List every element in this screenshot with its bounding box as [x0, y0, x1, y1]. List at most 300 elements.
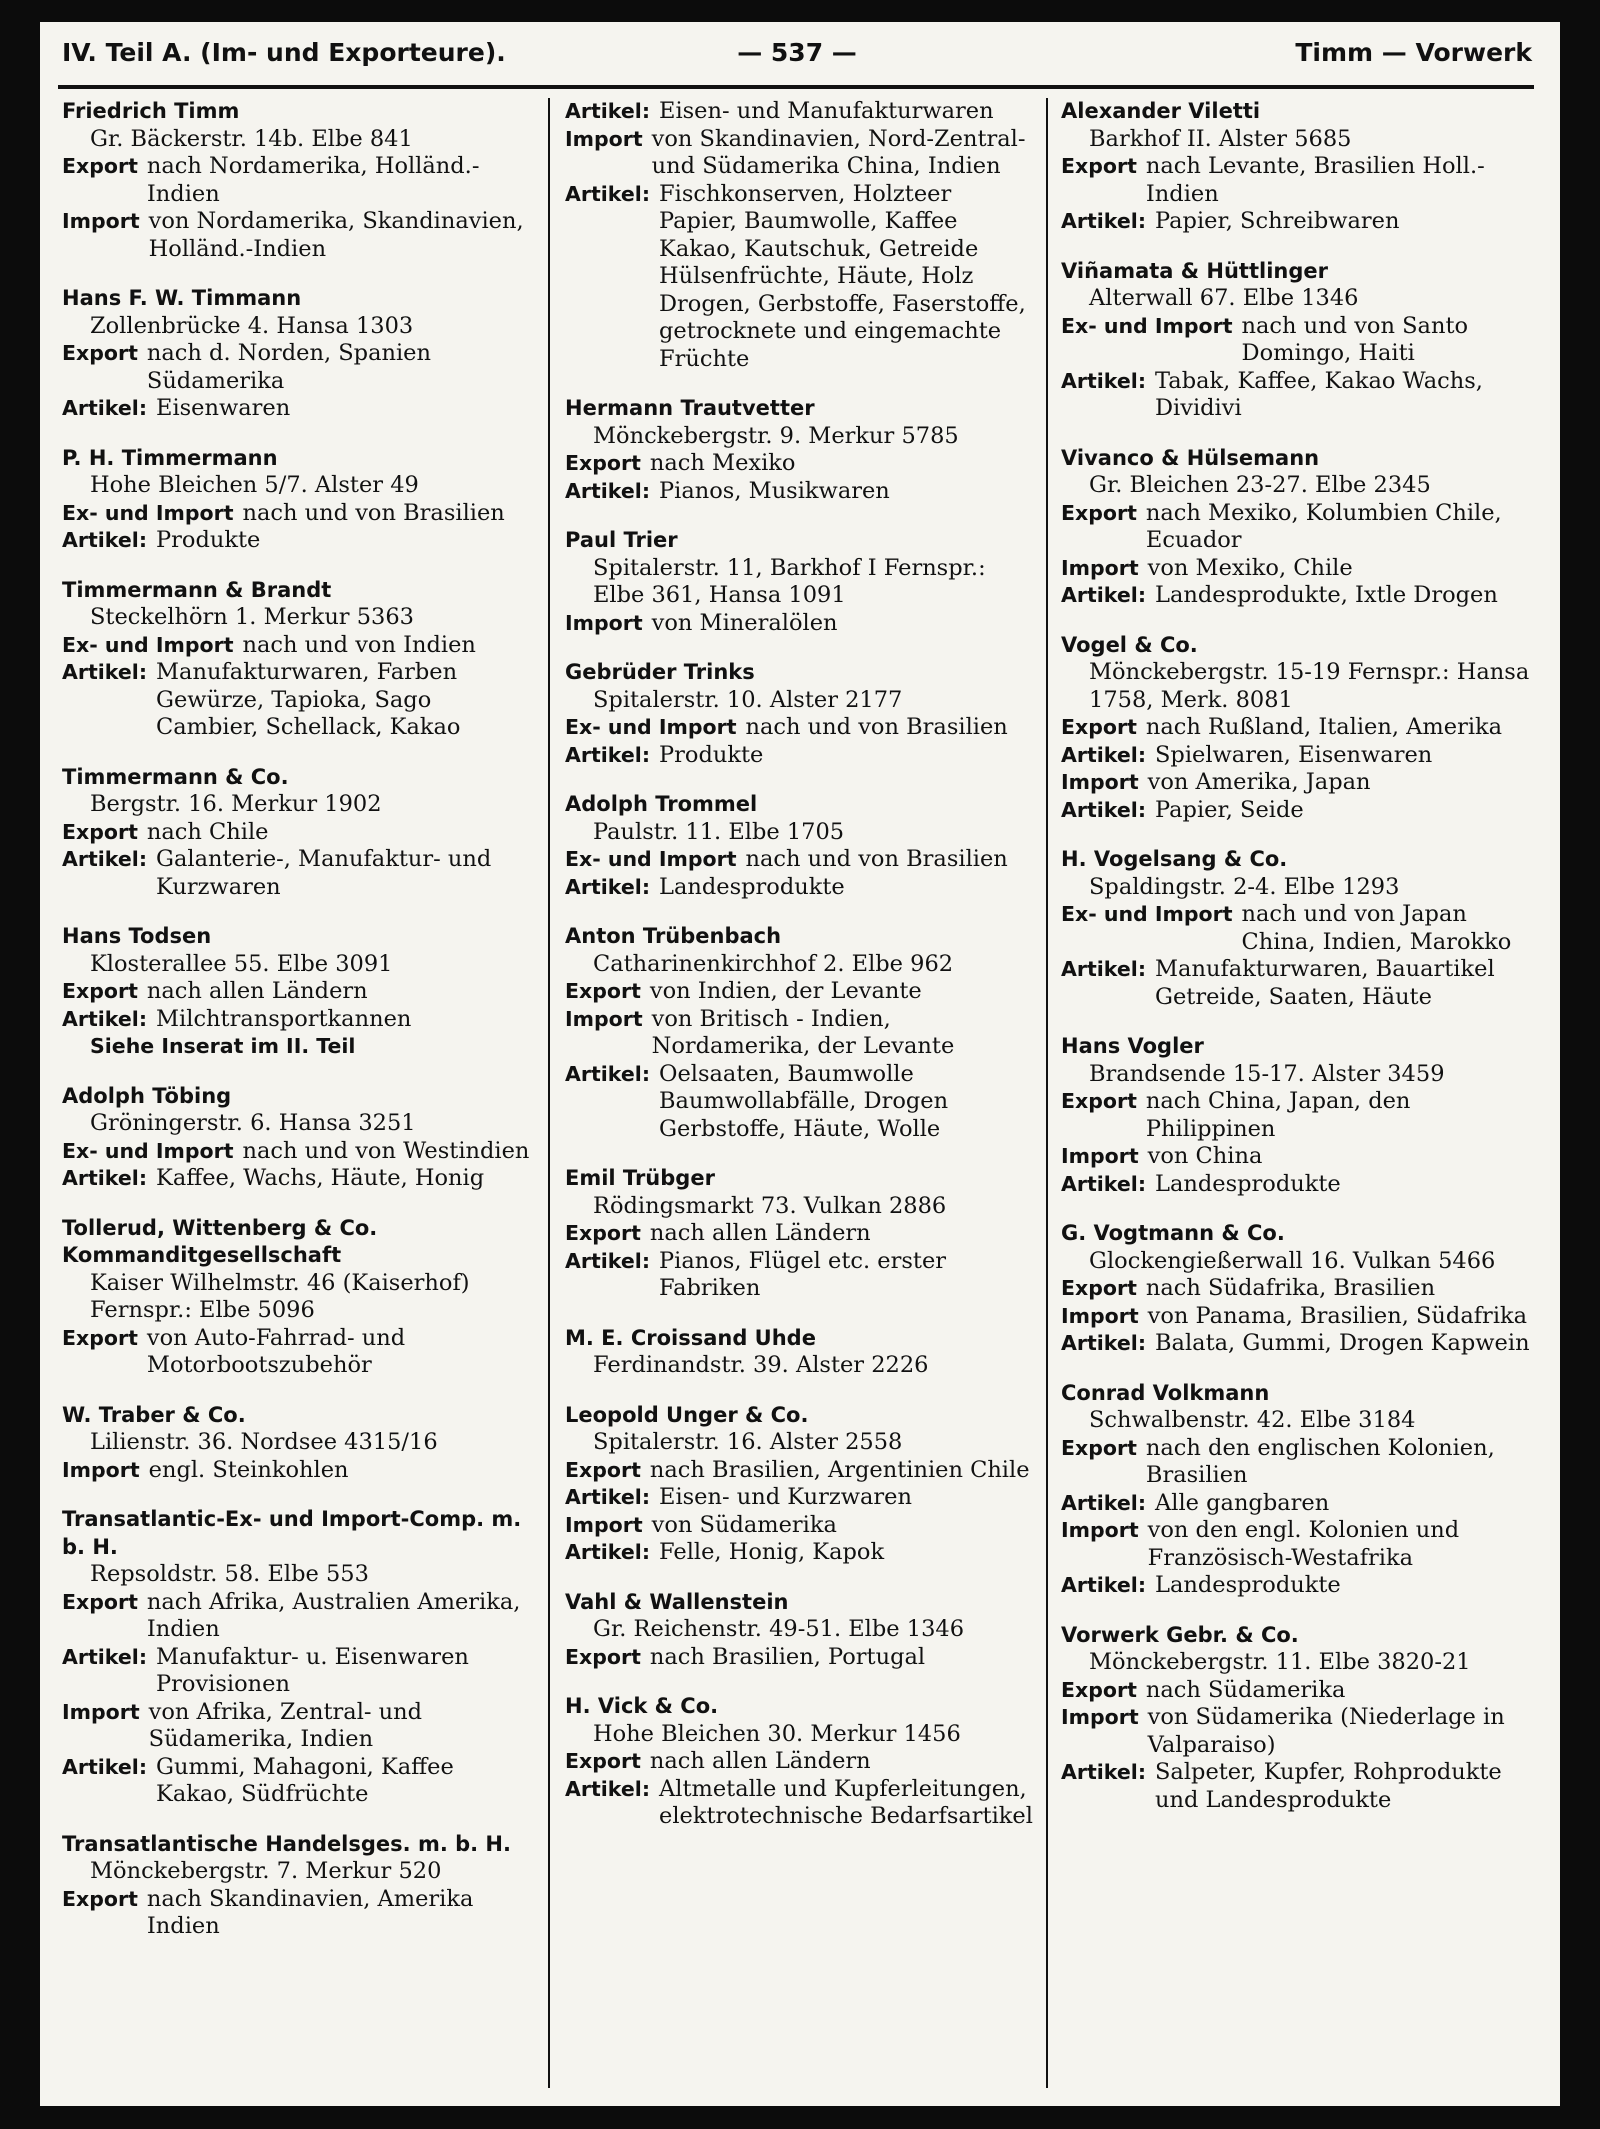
trade-field [62, 1006, 532, 1034]
company-address: Alterwall 67. Elbe 1346 [1089, 285, 1359, 311]
field-text: von Amerika, Japan [1147, 769, 1371, 795]
company-address: Brandsende 15-17. Alster 3459 [1089, 1060, 1445, 1087]
field-label: Artikel: [565, 742, 651, 767]
field-label: Ex- und Import [62, 500, 234, 525]
trade-field [1061, 956, 1531, 1011]
company-name: Vivanco & Hülsemann [1061, 445, 1320, 470]
trade-field [1061, 1517, 1531, 1572]
trade-field [1061, 153, 1531, 208]
trade-field [1061, 1677, 1531, 1705]
company-entry [1061, 1033, 1531, 1198]
trade-field [62, 1589, 532, 1644]
trade-field [62, 1325, 532, 1380]
field-label: Export [565, 1644, 641, 1669]
field-text: nach allen Ländern [146, 978, 368, 1004]
field-label: Export [62, 1325, 138, 1350]
company-address: Gr. Bleichen 23-27. Elbe 2345 [1089, 472, 1431, 498]
trade-field [565, 98, 1035, 126]
trade-field [62, 819, 532, 847]
company-name: W. Traber & Co. [62, 1402, 246, 1427]
company-name: Transatlantische Handelsges. m. b. H. [62, 1831, 511, 1856]
field-text: nach Levante, Brasilien Holl.-Indien [1145, 153, 1485, 207]
field-text: von den engl. Kolonien und Französisch-Westafrika [1147, 1517, 1460, 1571]
field-label: Artikel: [1061, 1331, 1147, 1355]
field-label: Artikel: [565, 99, 651, 123]
field-label: Import [565, 1006, 643, 1031]
field-label: Ex- und Import [565, 847, 737, 871]
field-text: Pianos, Musikwaren [659, 477, 890, 504]
field-text: Landesprodukte [659, 873, 845, 900]
field-text: nach Chile [146, 818, 269, 845]
field-text: Oelsaaten, Baumwolle Baumwollabfälle, Drogen Gerbstoffe, Häute, Wolle [659, 1060, 949, 1142]
field-text: Salpeter, Kupfer, Rohprodukte und Landesprodukte [1155, 1759, 1502, 1813]
field-label: Import [1061, 1144, 1139, 1168]
field-label: Artikel: [62, 528, 148, 552]
trade-field [1061, 208, 1531, 236]
field-text: von Skandinavien, Nord-Zentral- und Südamerika China, Indien [651, 125, 1026, 179]
company-entry [1061, 846, 1531, 1011]
field-label: Artikel: [62, 396, 148, 420]
column-3 [1061, 98, 1531, 1836]
company-address: Spitalerstr. 16. Alster 2558 [593, 1429, 903, 1455]
company-address: Kaiser Wilhelmstr. 46 (Kaiserhof) Fernspr.: Elbe 5096 [90, 1269, 470, 1323]
trade-field [565, 1644, 1035, 1672]
header-rule [58, 85, 1534, 89]
field-label: Export [1061, 715, 1137, 739]
field-label: Export [565, 1457, 641, 1482]
company-name: Gebrüder Trinks [565, 660, 755, 684]
column-divider [1046, 98, 1048, 2088]
field-label: Artikel: [62, 1166, 148, 1190]
company-entry [1061, 632, 1531, 825]
company-entry [62, 923, 532, 1061]
company-entry [1061, 445, 1531, 610]
field-text: nach Brasilien, Portugal [649, 1643, 926, 1670]
company-address: Gr. Reichenstr. 49-51. Elbe 1346 [593, 1616, 965, 1642]
trade-field [565, 1748, 1035, 1776]
field-text: von Nordamerika, Skandinavien, Holländ.-Indien [148, 208, 524, 262]
company-name: Adolph Trommel [565, 792, 758, 816]
trade-field [62, 395, 532, 423]
company-address: Bergstr. 16. Merkur 1902 [90, 791, 382, 817]
company-address: Schwalbenstr. 42. Elbe 3184 [1089, 1407, 1416, 1433]
field-text: nach Nordamerika, Holländ.-Indien [146, 153, 480, 207]
field-label: Import [565, 126, 643, 151]
trade-field [62, 153, 532, 208]
trade-field [62, 500, 532, 528]
trade-field [62, 1457, 532, 1485]
field-label: Import [62, 1457, 140, 1482]
field-label: Import [1061, 555, 1139, 580]
company-entry [565, 1693, 1035, 1831]
field-label: Artikel: [565, 1485, 651, 1509]
trade-field [565, 1776, 1035, 1831]
field-label: Import [1061, 1303, 1139, 1328]
company-entry [565, 1165, 1035, 1303]
field-label: Export [62, 1886, 138, 1911]
field-label: Artikel: [565, 478, 651, 503]
company-entry [565, 923, 1035, 1143]
trade-field [62, 1699, 532, 1754]
field-text: Kaffee, Wachs, Häute, Honig [156, 1165, 485, 1191]
trade-field [565, 1512, 1035, 1540]
field-text: Produkte [659, 741, 764, 768]
field-text: von Britisch - Indien, Nordamerika, der Levante [651, 1005, 955, 1059]
trade-field [565, 1539, 1035, 1567]
field-text: Fischkonserven, Holzteer Papier, Baumwolle, Kaffee Kakao, Kautschuk, Getreide Hülsenfrüchte, Häute, Holz Drogen, Gerbstoffe, Faserstoffe, getrocknete und eingemachte Früchte [659, 180, 1026, 372]
trade-field [62, 1754, 532, 1809]
field-label: Artikel: [62, 660, 148, 684]
trade-field [62, 527, 532, 555]
field-label: Artikel: [62, 1754, 148, 1779]
company-name: Timmermann & Co. [62, 764, 289, 789]
trade-field [62, 1644, 532, 1699]
company-entry [62, 98, 532, 263]
trade-field [565, 181, 1035, 374]
trade-field [62, 340, 532, 395]
company-entry [565, 395, 1035, 505]
running-head: Timm — Vorwerk [1295, 38, 1532, 67]
trade-field [1061, 714, 1531, 742]
company-address: Mönckebergstr. 9. Merkur 5785 [593, 422, 959, 449]
field-text: Spielwaren, Eisenwaren [1155, 741, 1433, 768]
field-text: nach Mexiko, Kolumbien Chile, Ecuador [1145, 499, 1502, 553]
company-name: Vorwerk Gebr. & Co. [1061, 1622, 1299, 1647]
trade-field [1061, 313, 1531, 368]
company-name: Hans Todsen [62, 924, 212, 948]
trade-field [565, 742, 1035, 770]
company-address: Steckelhörn 1. Merkur 5363 [90, 604, 414, 630]
field-label: Artikel: [1061, 1760, 1147, 1784]
field-text: nach Rußland, Italien, Amerika [1145, 714, 1503, 740]
field-text: nach und von Japan China, Indien, Marokko [1241, 901, 1512, 955]
company-address: Mönckebergstr. 15-19 Fernspr.: Hansa 1758, Merk. 8081 [1089, 659, 1530, 713]
field-text: von Auto-Fahrrad- und Motorbootszubehör [146, 1324, 406, 1378]
company-entry [62, 764, 532, 902]
company-entry [565, 1589, 1035, 1672]
field-text: Galanterie-, Manufaktur- und Kurzwaren [156, 846, 492, 900]
field-text: nach und von Brasilien [242, 499, 505, 526]
field-label: Export [1061, 1677, 1137, 1702]
company-name: Hans Vogler [1061, 1034, 1204, 1058]
company-name: Leopold Unger & Co. [565, 1402, 809, 1427]
field-text: Eisenwaren [156, 395, 291, 421]
field-label: Export [62, 1589, 138, 1614]
field-text: nach d. Norden, Spanien Südamerika [146, 340, 431, 394]
company-entry [1061, 1380, 1531, 1600]
field-text: Alle gangbaren [1155, 1489, 1330, 1516]
company-entry [565, 791, 1035, 901]
inserat-note: Siehe Inserat im II. Teil [90, 1034, 356, 1058]
company-entry [565, 1402, 1035, 1567]
company-entry [62, 1083, 532, 1193]
field-label: Import [62, 1699, 140, 1724]
field-text: von Mineralölen [651, 609, 838, 636]
trade-field [565, 126, 1035, 181]
company-name: Timmermann & Brandt [62, 577, 332, 602]
company-address: Mönckebergstr. 11. Elbe 3820-21 [1089, 1649, 1471, 1675]
trade-field [565, 610, 1035, 638]
field-text: von Südamerika [651, 1511, 837, 1538]
field-text: Manufaktur- u. Eisenwaren Provisionen [156, 1643, 469, 1697]
company-address: Barkhof II. Alster 5685 [1089, 125, 1352, 152]
field-text: Papier, Seide [1155, 796, 1304, 823]
company-address: Spaldingstr. 2-4. Elbe 1293 [1089, 873, 1400, 900]
trade-field [1061, 769, 1531, 797]
trade-field [565, 846, 1035, 874]
page-header [62, 38, 1532, 78]
field-label: Artikel: [1061, 583, 1147, 607]
field-text: Eisen- und Kurzwaren [659, 1484, 912, 1510]
field-text: nach Mexiko [649, 450, 796, 476]
trade-field [565, 478, 1035, 506]
company-name: Paul Trier [565, 528, 678, 552]
company-name: Viñamata & Hüttlinger [1061, 258, 1328, 283]
field-text: nach und von Indien [242, 631, 476, 658]
field-text: nach Südafrika, Brasilien [1145, 1275, 1436, 1301]
company-entry [565, 98, 1035, 373]
trade-field [1061, 1275, 1531, 1303]
field-label: Artikel: [1061, 742, 1147, 767]
trade-field [565, 1248, 1035, 1303]
field-label: Artikel: [1061, 209, 1147, 233]
field-label: Ex- und Import [62, 632, 234, 657]
field-text: Papier, Schreibwaren [1155, 208, 1400, 234]
field-text: Balata, Gummi, Drogen Kapwein [1155, 1330, 1530, 1356]
trade-field [1061, 1143, 1531, 1171]
field-text: Eisen- und Manufakturwaren [659, 98, 994, 124]
field-text: nach und von Westindien [242, 1137, 530, 1164]
field-label: Artikel: [62, 847, 148, 871]
trade-field [1061, 1572, 1531, 1600]
field-label: Artikel: [565, 1248, 651, 1273]
field-label: Export [565, 1221, 641, 1245]
company-name: Emil Trübger [565, 1166, 715, 1190]
field-text: von Panama, Brasilien, Südafrika [1147, 1302, 1528, 1329]
field-text: Manufakturwaren, Farben Gewürze, Tapioka, Sago Cambier, Schellack, Kakao [156, 659, 461, 740]
trade-field [1061, 1303, 1531, 1331]
field-text: nach Skandinavien, Amerika Indien [146, 1885, 474, 1939]
field-text: nach Südamerika [1145, 1676, 1346, 1703]
company-address: Catharinenkirchhof 2. Elbe 962 [593, 950, 954, 977]
field-text: Pianos, Flügel etc. erster Fabriken [659, 1247, 947, 1301]
company-address: Gröningerstr. 6. Hansa 3251 [90, 1110, 416, 1136]
company-name: G. Vogtmann & Co. [1061, 1221, 1285, 1245]
field-text: Produkte [156, 527, 261, 553]
field-text: Milchtransportkannen [156, 1005, 412, 1032]
field-label: Import [1061, 770, 1139, 794]
trade-field [1061, 555, 1531, 583]
field-label: Ex- und Import [1061, 902, 1233, 926]
field-text: Landesprodukte [1155, 1572, 1341, 1598]
trade-field [565, 714, 1035, 742]
trade-field [62, 1138, 532, 1166]
directory-page [40, 22, 1560, 2106]
field-text: engl. Steinkohlen [148, 1456, 349, 1483]
trade-field [565, 1484, 1035, 1512]
company-name: Adolph Töbing [62, 1083, 232, 1108]
page-number: — 537 — [737, 38, 857, 67]
company-name: Friedrich Timm [62, 99, 240, 123]
field-label: Export [1061, 1276, 1137, 1300]
company-address: Hohe Bleichen 5/7. Alster 49 [90, 472, 419, 498]
field-text: von Mexiko, Chile [1147, 554, 1353, 581]
field-label: Artikel: [1061, 797, 1147, 822]
trade-field [1061, 742, 1531, 770]
field-label: Artikel: [62, 1006, 148, 1031]
field-label: Import [1061, 1705, 1139, 1729]
field-label: Artikel: [565, 181, 651, 206]
field-label: Ex- und Import [565, 715, 737, 739]
trade-field [1061, 1759, 1531, 1814]
field-label: Import [565, 610, 643, 635]
field-label: Artikel: [565, 874, 651, 899]
field-label: Import [565, 1512, 643, 1537]
company-name: M. E. Croissand Uhde [565, 1325, 816, 1350]
field-text: Tabak, Kaffee, Kakao Wachs, Dividivi [1155, 367, 1483, 421]
section-title: IV. Teil A. (Im- und Exporteure). [62, 38, 506, 67]
column-2 [565, 98, 1035, 1853]
field-text: nach und von Santo Domingo, Haiti [1241, 312, 1469, 366]
field-text: nach und von Brasilien [745, 714, 1008, 740]
company-address: Hohe Bleichen 30. Merkur 1456 [593, 1720, 961, 1747]
company-entry [1061, 258, 1531, 423]
company-address: Lilienstr. 36. Nordsee 4315/16 [90, 1429, 438, 1455]
company-entry [62, 1506, 532, 1809]
trade-field [1061, 797, 1531, 825]
company-name: Conrad Volkmann [1061, 1380, 1270, 1405]
field-text: von Indien, der Levante [649, 978, 922, 1004]
trade-field [1061, 582, 1531, 610]
company-address: Paulstr. 11. Elbe 1705 [593, 818, 845, 845]
company-address: Mönckebergstr. 7. Merkur 520 [90, 1858, 442, 1884]
trade-field [62, 1165, 532, 1193]
trade-field [565, 1457, 1035, 1485]
column-divider [548, 98, 550, 2088]
company-name: P. H. Timmermann [62, 445, 278, 470]
field-text: Manufakturwaren, Bauartikel Getreide, Saaten, Häute [1155, 956, 1495, 1010]
field-text: nach allen Ländern [649, 1220, 871, 1246]
company-name: Anton Trübenbach [565, 924, 782, 948]
field-label: Export [565, 1749, 641, 1773]
field-text: nach den englischen Kolonien, Brasilien [1145, 1434, 1495, 1488]
company-name: H. Vogelsang & Co. [1061, 847, 1288, 871]
company-address: Spitalerstr. 10. Alster 2177 [593, 686, 903, 713]
field-label: Artikel: [565, 1061, 651, 1086]
trade-field [1061, 1435, 1531, 1490]
field-label: Export [1061, 500, 1137, 525]
company-name: Transatlantic-Ex- und Import-Comp. m. b. H. [62, 1507, 522, 1559]
trade-field [565, 1220, 1035, 1248]
field-label: Export [62, 819, 138, 844]
company-entry [1061, 1220, 1531, 1358]
company-name: H. Vick & Co. [565, 1694, 719, 1718]
field-text: nach allen Ländern [649, 1748, 871, 1774]
trade-field [1061, 1330, 1531, 1358]
field-text: nach Brasilien, Argentinien Chile [649, 1456, 1030, 1483]
field-text: Felle, Honig, Kapok [659, 1539, 885, 1565]
trade-field [1061, 368, 1531, 423]
field-label: Export [62, 154, 138, 178]
company-entry [62, 1215, 532, 1380]
company-entry [565, 527, 1035, 637]
trade-field [62, 659, 532, 742]
field-text: nach Afrika, Australien Amerika, Indien [146, 1588, 521, 1642]
trade-field [62, 978, 532, 1006]
column-1 [62, 98, 532, 1963]
field-text: Landesprodukte, Ixtle Drogen [1155, 582, 1498, 608]
field-label: Artikel: [1061, 1490, 1147, 1515]
field-text: nach China, Japan, den Philippinen [1145, 1088, 1411, 1142]
trade-field [565, 1061, 1035, 1144]
field-label: Artikel: [1061, 1171, 1147, 1196]
field-label: Ex- und Import [62, 1138, 234, 1163]
trade-field [1061, 500, 1531, 555]
company-name: Hans F. W. Timmann [62, 286, 302, 310]
trade-field [1061, 1490, 1531, 1518]
company-entry [62, 1402, 532, 1485]
field-label: Artikel: [1061, 1573, 1147, 1597]
company-entry [62, 285, 532, 423]
trade-field [565, 1006, 1035, 1061]
field-label: Export [62, 979, 138, 1003]
company-address: Glockengießerwall 16. Vulkan 5466 [1089, 1247, 1496, 1274]
field-label: Export [62, 341, 138, 365]
trade-field [565, 450, 1035, 478]
field-text: nach und von Brasilien [745, 846, 1008, 872]
field-label: Export [1061, 154, 1137, 178]
field-text: Altmetalle und Kupferleitungen, elektrotechnische Bedarfsartikel [659, 1775, 1033, 1829]
company-name: Alexander Viletti [1061, 99, 1261, 123]
company-entry [1061, 98, 1531, 236]
company-address: Repsoldstr. 58. Elbe 553 [90, 1561, 369, 1587]
trade-field [565, 874, 1035, 902]
company-entry [1061, 1622, 1531, 1815]
trade-field [62, 1886, 532, 1941]
company-address: Gr. Bäckerstr. 14b. Elbe 841 [90, 125, 413, 152]
field-text: von Südamerika (Niederlage in Valparaiso) [1147, 1704, 1505, 1758]
company-address: Zollenbrücke 4. Hansa 1303 [90, 312, 414, 339]
company-entry [62, 1831, 532, 1941]
field-text: von China [1147, 1143, 1263, 1169]
company-entry [565, 659, 1035, 769]
field-label: Export [565, 451, 641, 475]
trade-field [565, 978, 1035, 1006]
company-entry [62, 445, 532, 555]
company-entry [62, 577, 532, 742]
field-label: Artikel: [1061, 957, 1147, 981]
field-label: Artikel: [1061, 368, 1147, 393]
trade-field [62, 632, 532, 660]
field-label: Import [1061, 1518, 1139, 1542]
company-name: Hermann Trautvetter [565, 396, 815, 420]
company-name: Vogel & Co. [1061, 632, 1198, 657]
field-text: von Afrika, Zentral- und Südamerika, Indien [148, 1698, 423, 1752]
field-label: Export [1061, 1435, 1137, 1460]
field-label: Artikel: [565, 1540, 651, 1564]
company-name: Vahl & Wallenstein [565, 1589, 789, 1614]
company-name: Tollerud, Wittenberg & Co. Kommanditgesellschaft [62, 1215, 378, 1267]
company-entry [565, 1325, 1035, 1380]
trade-field [62, 846, 532, 901]
trade-field [62, 208, 532, 263]
field-text: Gummi, Mahagoni, Kaffee Kakao, Südfrüchte [156, 1753, 454, 1807]
field-label: Artikel: [62, 1644, 148, 1669]
company-address: Spitalerstr. 11, Barkhof I Fernspr.: Elbe 361, Hansa 1091 [593, 554, 986, 608]
field-label: Ex- und Import [1061, 313, 1233, 338]
field-text: Landesprodukte [1155, 1170, 1341, 1197]
trade-field [1061, 1088, 1531, 1143]
